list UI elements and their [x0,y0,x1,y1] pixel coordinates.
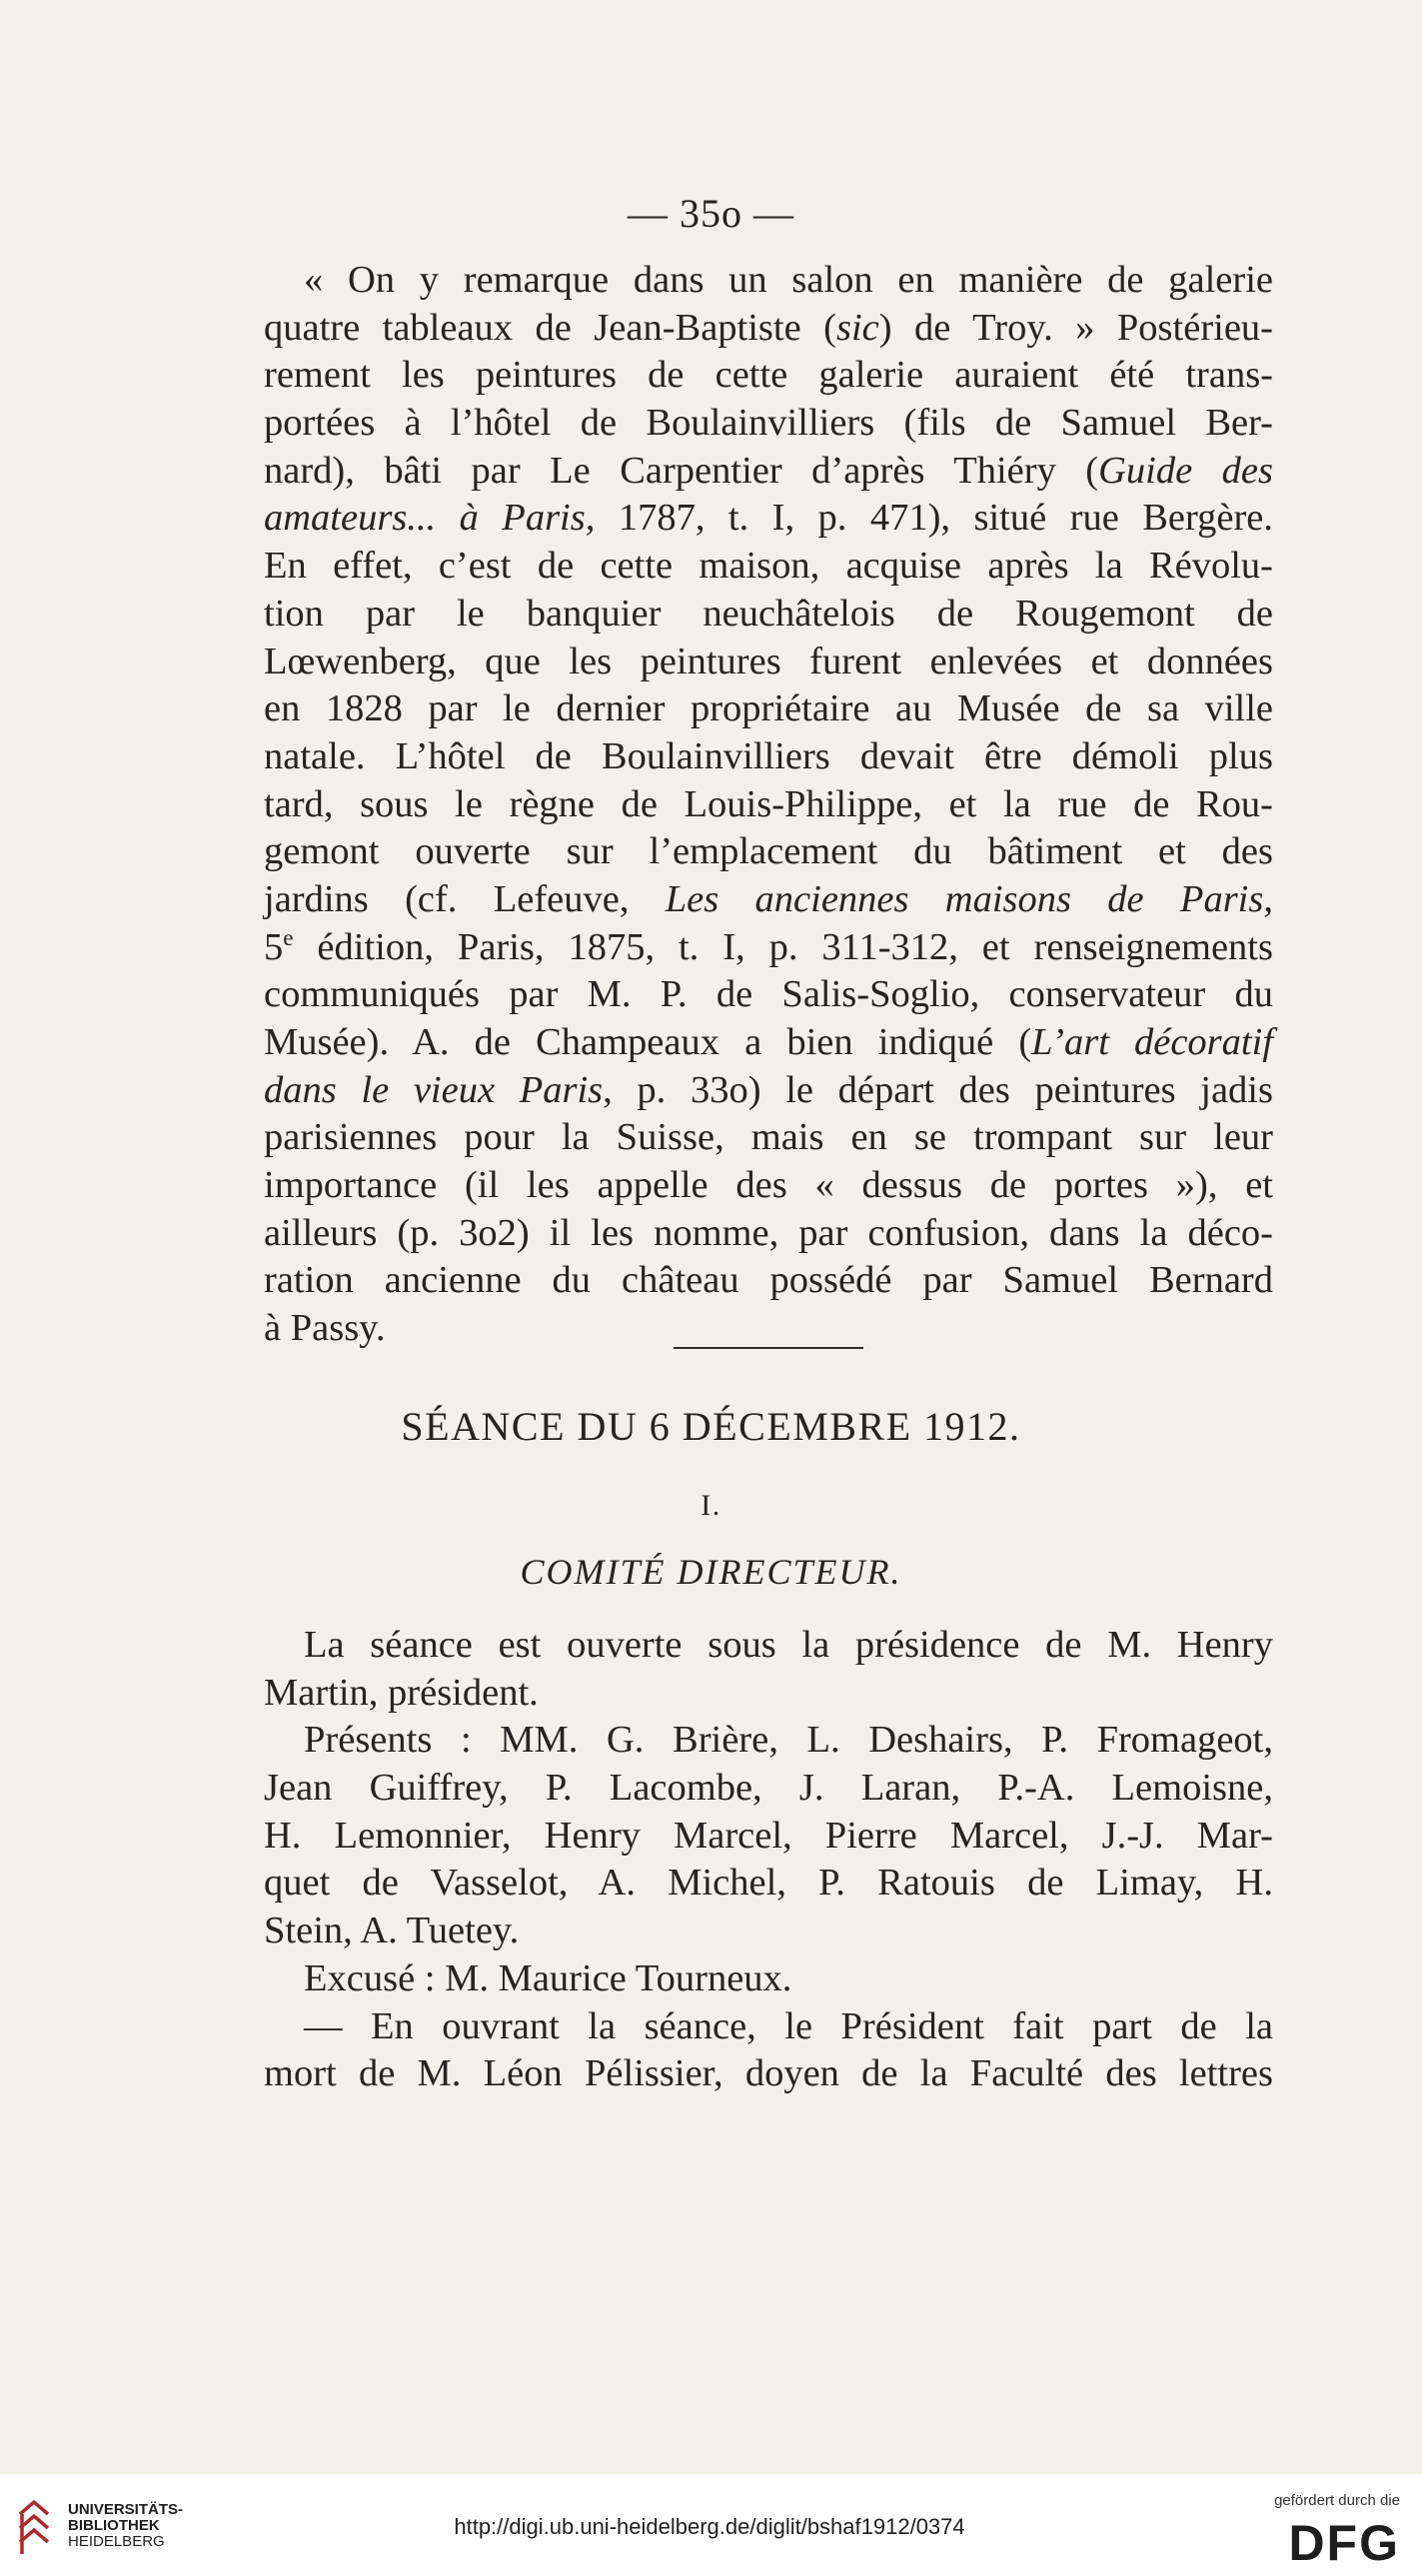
text-run: nard), bâti par Le Carpentier d’après Thiéry ( [264,449,1099,492]
text-line [264,781,1273,829]
italic-run: amateurs... à Paris, [264,497,596,540]
text-line: mort de M. Léon Pélissier, doyen de la Faculté des lettres [264,2052,1273,2095]
text-line [264,733,1273,781]
page-number: — 35o — [628,191,794,236]
text-run: En effet, c’est de cette maison, acquise après la Révolu- [264,545,1273,588]
library-name-line: HEIDELBERG [68,2533,165,2550]
library-name [68,2502,183,2550]
italic-run: sic [835,306,879,349]
text-run: gemont ouverte sur l’emplacement du bâtiment et des [264,830,1273,873]
italic-run: L’art décoratif [1031,1021,1274,1063]
text-line [264,1067,1273,1115]
text-run: en 1828 par le dernier propriétaire au Musée de sa ville [264,687,1273,730]
text-run: 5 [264,925,284,968]
text-line: Martin, président. [264,1671,539,1714]
text-run: parisiennes pour la Suisse, mais en se trompant sur leur [264,1116,1273,1159]
text-line [264,1114,1273,1162]
funder-label: gefördert durch die [1274,2492,1400,2509]
university-library-logo [14,2494,58,2560]
text-line [264,639,1273,686]
text-line [264,543,1273,591]
text-run: , [1263,877,1273,920]
text-run: à Passy. [264,1307,386,1350]
permalink-url[interactable]: http://digi.ub.uni-heidelberg.de/diglit/bshaf1912/0374 [454,2514,965,2539]
dfg-logo: DFG [1288,2515,1400,2571]
text-line [264,1305,1273,1353]
text-run: ) de Troy. » Postérieu- [878,306,1273,349]
text-run: édition, Paris, 1875, t. I, p. 311-312, et renseignements [293,925,1273,968]
text-line: quet de Vasselot, A. Michel, P. Ratouis de Limay, H. [264,1862,1273,1905]
text-line: La séance est ouverte sous la présidence de M. Henry [304,1624,1273,1666]
text-line [264,495,1273,543]
text-line [264,257,1273,305]
text-line [264,1162,1273,1210]
section-divider [674,1347,863,1349]
intro-paragraph [264,257,1273,1353]
text-run: « On y remarque dans un salon en manière de galerie [304,259,1273,301]
text-run: quatre tableaux de Jean-Baptiste ( [264,306,836,349]
text-line [264,1257,1273,1305]
italic-run: Guide des [1098,449,1273,492]
text-line: Présents : MM. G. Brière, L. Deshairs, P. Fromageot, [304,1719,1273,1762]
text-run: rement les peintures de cette galerie auraient été trans- [264,354,1273,397]
text-line: Jean Guiffrey, P. Lacombe, J. Laran, P.-A. Lemoisne, [264,1767,1273,1810]
text-line: — En ouvrant la séance, le Président fait part de la [304,2004,1273,2047]
text-line [264,924,1273,972]
text-line [264,828,1273,876]
text-line [264,400,1273,448]
text-line: Excusé : M. Maurice Tourneux. [304,1956,792,1999]
text-line [264,1210,1273,1258]
text-line [264,448,1273,496]
text-line [264,305,1273,353]
text-line [264,352,1273,400]
text-run: 1787, t. I, p. 471), situé rue Bergère. [595,497,1274,540]
text-run: jardins (cf. Lefeuve, [264,877,666,920]
text-run: natale. L’hôtel de Boulainvilliers devait être démoli plus [264,734,1273,777]
seance-heading: SÉANCE DU 6 DÉCEMBRE 1912. [401,1404,1021,1449]
text-line [264,591,1273,639]
text-run: importance (il les appelle des « dessus de portes »), et [264,1164,1273,1207]
italic-run: dans le vieux Paris [264,1068,604,1111]
footer-bar [0,2474,1422,2576]
library-name-line: BIBLIOTHEK [68,2517,160,2534]
text-line [264,685,1273,733]
section-number: I. [701,1489,721,1522]
text-run: ailleurs (p. 3o2) il les nomme, par confusion, dans la déco- [264,1211,1273,1254]
text-line: H. Lemonnier, Henry Marcel, Pierre Marcel, J.-J. Mar- [264,1814,1273,1857]
text-line [264,1019,1273,1067]
text-run: tion par le banquier neuchâtelois de Rougemont de [264,592,1273,635]
text-run: tard, sous le règne de Louis-Philippe, et la rue de Rou- [264,782,1273,825]
text-line: Stein, A. Tuetey. [264,1910,520,1952]
minutes-body [264,1622,1273,2098]
text-run: Musée). A. de Champeaux a bien indiqué ( [264,1021,1032,1063]
library-name-line: UNIVERSITÄTS- [68,2501,184,2518]
text-run: communiqués par M. P. de Salis-Soglio, conservateur du [264,973,1273,1016]
text-run: e [283,923,294,950]
section-title: COMITÉ DIRECTEUR. [520,1552,902,1592]
text-line [264,876,1273,924]
text-run: , p. 33o) le départ des peintures jadis [603,1068,1273,1111]
text-run: ration ancienne du château possédé par Samuel Bernard [264,1259,1273,1302]
text-run: portées à l’hôtel de Boulainvilliers (fils de Samuel Ber- [264,402,1273,445]
italic-run: Les anciennes maisons de Paris [665,877,1264,920]
text-line [264,971,1273,1019]
text-run: Lœwenberg, que les peintures furent enlevées et données [264,640,1273,682]
